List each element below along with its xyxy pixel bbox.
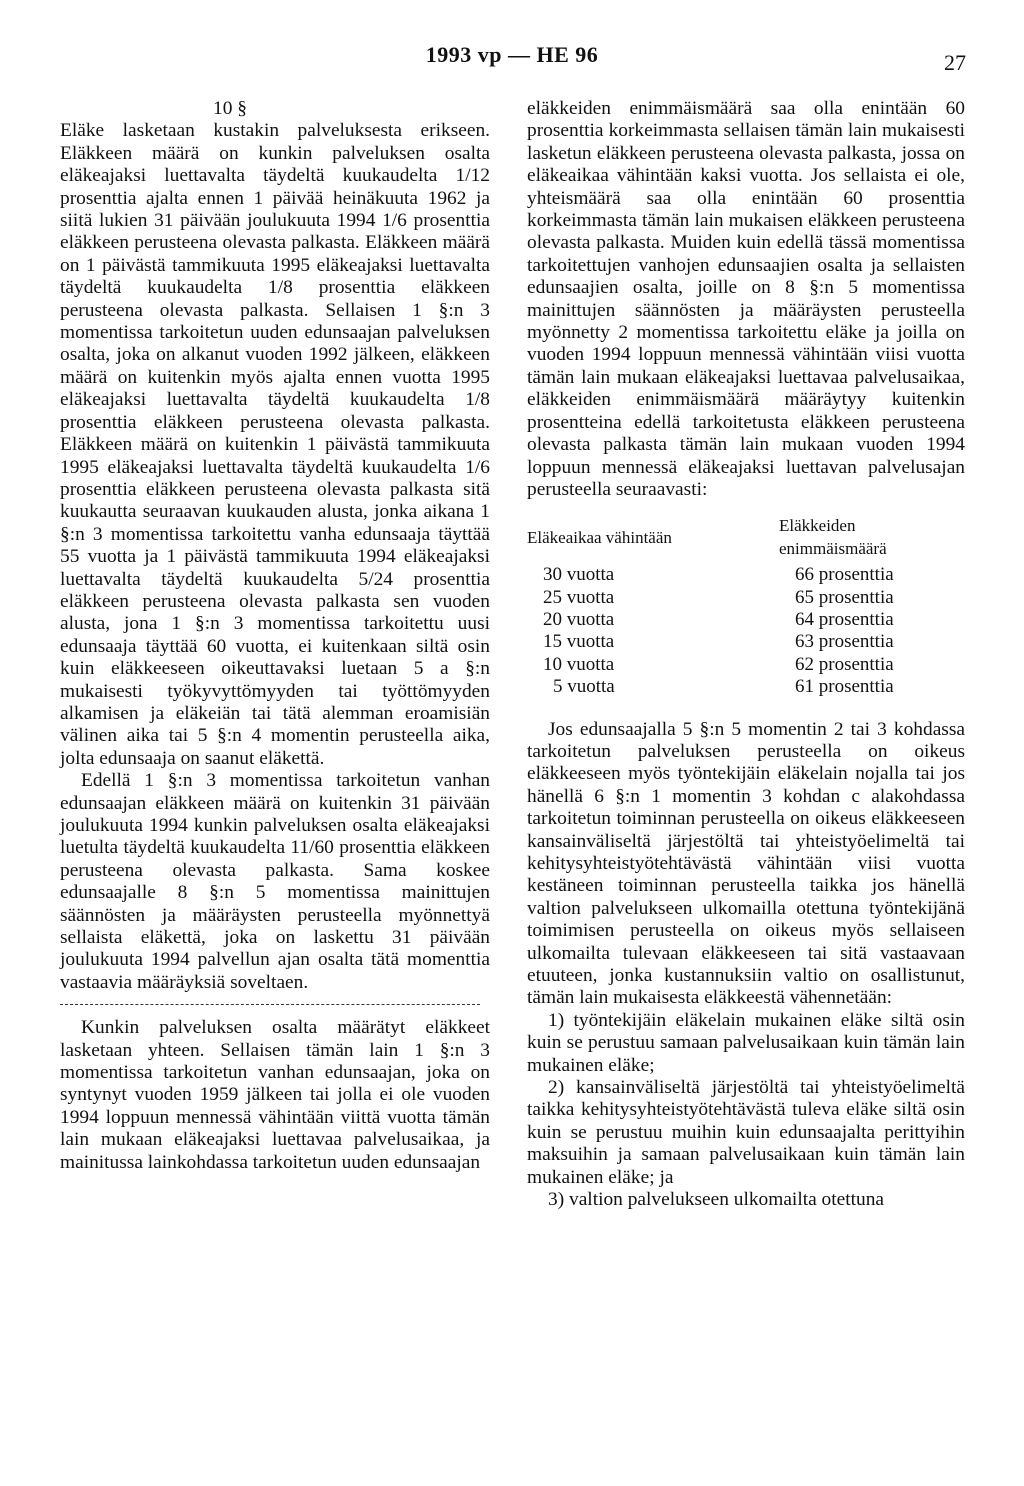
table-row xyxy=(527,654,965,676)
omission-divider xyxy=(60,1004,480,1005)
table-cell: 30 vuotta xyxy=(543,564,615,586)
list-item: 1) työntekijäin eläkelain mukainen eläke siltä osin kuin se perustuu samaan palvelusaikaan kuin tämän lain mukainen eläke; xyxy=(527,1009,965,1076)
table-cell: 61 prosenttia xyxy=(795,676,894,698)
table-row xyxy=(527,631,965,653)
table-row xyxy=(527,676,965,698)
table-cell: 66 prosenttia xyxy=(795,564,894,586)
table-cell: 15 vuotta xyxy=(543,631,615,653)
table-cell: 20 vuotta xyxy=(543,608,615,630)
paragraph: Jos edunsaajalla 5 §:n 5 momentin 2 tai 3 kohdassa tarkoitetun palveluksen perusteella on oikeus eläkkeeseen myös työntekijäin eläkelain nojalla tai jos hänellä 6 §:n 1 momentin 3 kohdan c alakohdassa tarkoitetun toiminnan perusteella on oikeus eläkkeeseen kansainväliseltä järjestöltä tai yhteistyöelimeltä tai kehitysyhteistyötehtävästä vähintään viisi vuotta kestäneen toiminnan perusteella taikka jos hänellä valtion palvelukseen ulkomailla otettuna työntekijänä toimimisen perusteella on oikeus myös sellaiseen ulkomailta tulevaan eläkkeeseen tai sitä vastaavaan etuuteen, jonka kustannuksiin valtio on osallistunut, tämän lain mukaisesta eläkkeestä vähennetään: xyxy=(527,718,965,1009)
pension-table xyxy=(527,515,965,698)
page-header xyxy=(0,42,1024,82)
list-item: 2) kansainväliseltä järjestöltä tai yhteistyöelimeltä taikka kehitysyhteistyötehtävästä tuleva eläke siltä osin kuin se perustuu muihin kuin edunsaajalta perittyihin maksuihin ja samaan palvelusaikaan kuin tämän lain mukainen eläke; ja xyxy=(527,1077,965,1188)
table-row xyxy=(527,587,965,609)
table-header-row xyxy=(527,515,965,564)
section-heading: 10 § xyxy=(213,98,247,119)
paragraph: Edellä 1 §:n 3 momentissa tarkoitetun vanhan edunsaajan eläkkeen määrä on kuitenkin 31 päivään joulukuuta 1994 kunkin palveluksen osalta eläkeajaksi luetulta täydeltä kuukaudelta 11/60 prosenttia eläkkeen perusteena olevasta palkasta. Sama koskee edunsaajalle 8 §:n 5 momentissa mainittujen säännösten ja määräysten perusteella myönnettyä sellaista eläkettä, joka on laskettu 31 päivään joulukuuta 1994 palvellun ajan osalta tätä momenttia vastaavia määräyksiä soveltaen. xyxy=(60,770,490,993)
table-cell: 10 vuotta xyxy=(543,653,615,675)
table-header: Eläkkeiden enimmäismäärä xyxy=(779,516,887,558)
paragraph: Eläke lasketaan kustakin palveluksesta erikseen. Eläkkeen määrä on kunkin palveluksen osalta eläkeajaksi luettavalta täydeltä kuukaudelta 1/12 prosenttia ajalta ennen 1 päivää heinäkuuta 1962 ja siitä lukien 31 päivään joulukuuta 1994 1/6 prosenttia eläkkeen perusteena olevasta palkasta. Eläkkeen määrä on 1 päivästä tammikuuta 1995 eläkeajaksi luettavalta täydeltä kuukaudelta 1/8 prosenttia eläkkeen perusteena olevasta palkasta. Sellaisen 1 §:n 3 momentissa tarkoitetun uuden edunsaajan palveluksen osalta, joka on alkanut vuoden 1992 jälkeen, eläkkeen määrä on kuitenkin myös ajalta ennen vuotta 1995 eläkeajaksi luettavalta täydeltä kuukaudelta 1/8 prosenttia eläkkeen perusteena olevasta palkasta. Eläkkeen määrä on kuitenkin 1 päivästä tammikuuta 1995 eläkeajaksi luettavalta täydeltä kuukaudelta 1/6 prosenttia eläkkeen perusteena olevasta palkasta sitä kuukautta seuraavan kuukauden alusta, jonka aikana 1 §:n 3 momentissa tarkoitettu vanha edunsaaja täyttää 55 vuotta ja 1 päivästä tammikuuta 1994 eläkeajaksi luettavalta täydeltä kuukaudelta 5/24 prosenttia eläkkeen perusteena olevasta palkasta sen vuoden alusta, jona 1 §:n 3 momentissa tarkoitettu uusi edunsaaja täyttää 60 vuotta, ei kuitenkaan siltä osin kuin eläkkeeseen oikeuttavaksi luetaan 5 a §:n mukaisesti työkyvyttömyyden tai työttömyyden alkamisen ja eläkeiän tai tätä alemman eroamisiän välinen aika tai 5 §:n 4 momentin perusteella aika, jolta edunsaaja on saanut eläkettä. xyxy=(60,120,490,769)
table-cell: 64 prosenttia xyxy=(795,608,894,630)
table-cell: 25 vuotta xyxy=(543,586,615,608)
table-row xyxy=(527,564,965,586)
table-cell: 65 prosenttia xyxy=(795,586,894,608)
table-cell: 5 vuotta xyxy=(553,676,615,698)
document-title: 1993 vp — HE 96 xyxy=(425,42,599,67)
right-column xyxy=(527,98,965,1212)
left-column xyxy=(60,98,490,1174)
table-cell: 62 prosenttia xyxy=(795,653,894,675)
table-header: Eläkeaikaa vähintään xyxy=(527,527,672,547)
table-cell: 63 prosenttia xyxy=(795,631,894,653)
table-row xyxy=(527,609,965,631)
paragraph: eläkkeiden enimmäismäärä saa olla enintään 60 prosenttia korkeimmasta sellaisen tämän lain mukaisesti lasketun eläkkeen perusteena olevasta palkasta, jossa on eläkeaikaa vähintään kaksi vuotta. Jos sellaista ei ole, yhteismäärä saa olla enintään 60 prosenttia korkeimmasta tämän lain mukaisen eläkkeen perusteena olevasta palkasta. Muiden kuin edellä tässä momentissa tarkoitettujen vanhojen edunsaajien osalta ja sellaisten edunsaajien osalta, joille on 8 §:n 5 momentissa mainittujen säännösten ja määräysten perusteella myönnetty 2 momentissa tarkoitettu eläke ja joilla on vuoden 1994 loppuun mennessä vähintään viisi vuotta tämän lain mukaan eläkeajaksi luettavaa palvelusaikaa, eläkkeiden enimmäismäärä määräytyy kuitenkin prosentteina edellä tarkoitetusta eläkkeen perusteena olevasta palkasta tämän lain mukaan vuoden 1994 loppuun mennessä eläkeajaksi luettavan palvelusajan perusteella seuraavasti: xyxy=(527,98,965,500)
page-number: 27 xyxy=(944,50,966,75)
paragraph: Kunkin palveluksen osalta määrätyt eläkkeet lasketaan yhteen. Sellaisen tämän lain 1 §:n 3 momentissa tarkoitetun vanhan edunsaajan, joka on syntynyt vuoden 1959 jälkeen tai jolla ei ole vuoden 1994 loppuun mennessä vähintään viittä vuotta tämän lain mukaan eläkeajaksi luettavaa palvelusaikaa, ja mainitussa lainkohdassa tarkoitetun uuden edunsaajan xyxy=(60,1017,490,1173)
list-item: 3) valtion palvelukseen ulkomailta otettuna xyxy=(548,1189,885,1211)
